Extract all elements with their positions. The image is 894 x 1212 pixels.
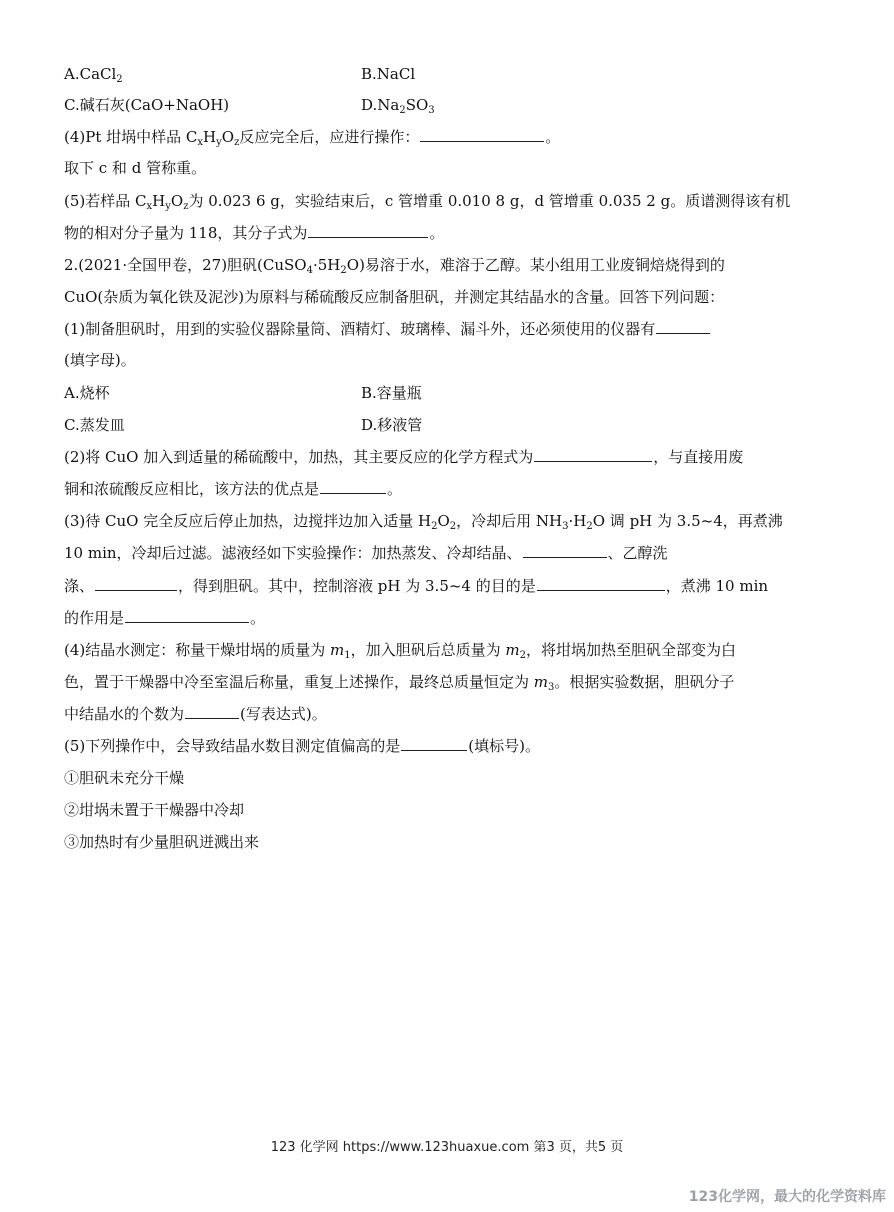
q1-part5-sub-y: y [165,201,171,212]
q2-part2-b: ，与直接用废 [653,448,744,466]
q1-part4-sub-x: x [197,137,204,148]
q2-part3-sub-h2: 2 [431,521,438,532]
answer-blank[interactable] [95,576,177,591]
q2-part3-o: O [437,512,450,530]
q1-part5-sub-x: x [146,201,153,212]
q2-part4-sub1: 1 [344,650,351,661]
q1-part5-line2-text: 物的相对分子量为 118，其分子式为 [64,224,308,242]
q2-part3-a: (3)待 CuO 完全反应后停止加热，边搅拌边加入适量 H [64,512,432,530]
q1-part4-h: H [203,128,217,146]
answer-blank[interactable] [320,479,386,494]
q2-part3-c: ·H [568,512,587,530]
option-a-sub: 2 [116,74,123,85]
q2-part3-line4-a: 的作用是 [64,609,125,627]
q2-part3-line3-a: 涤、 [64,577,95,595]
q2-option-c: C.蒸发皿 [64,416,125,434]
answer-blank[interactable] [537,576,665,591]
watermark: 123化学网，最大的化学资料库 [688,1189,886,1205]
q2-part5-item1: ①胆矾未充分干燥 [64,769,185,787]
q1-part5-rest: 为 0.023 6 g，实验结束后，c 管增重 0.010 8 g，d 管增重 0.035 2 g。质谱测得该有机 [188,192,791,210]
q2-part3-sub-n3: 3 [562,521,569,532]
q1-part4-prefix: (4)Pt 坩埚中样品 C [64,128,198,146]
q1-part4-sub-y: y [216,137,222,148]
q2-part4-m1: m [330,641,345,659]
q1-part4-o: O [221,128,235,146]
q2-part3-b: ，冷却后用 NH [456,512,563,530]
q2-part5-item2: ②坩埚未置于干燥器中冷却 [64,801,245,819]
q2-intro-line2: CuO(杂质为氧化铁及泥沙)为原料与稀硫酸反应制备胆矾，并测定其结晶水的含量。回答下列问题： [64,288,725,306]
q2-part4-line3-b: (写表达式)。 [240,705,327,723]
q1-part4-line2: 取下 c 和 d 管称重。 [64,159,207,177]
q2-part3-line4-b: 。 [250,609,266,627]
option-d-text: D.Na [361,96,400,114]
option-d-sub1: 2 [399,105,406,116]
option-c: C.碱石灰(CaO+NaOH) [64,96,230,114]
option-a [64,63,123,85]
q2-option-d: D.移液管 [361,416,423,434]
q2-part4-a: (4)结晶水测定：称量干燥坩埚的质量为 [64,641,331,659]
answer-blank[interactable] [656,319,710,334]
answer-blank[interactable] [185,704,239,719]
answer-blank[interactable] [125,608,249,623]
q2-part5 [64,735,540,757]
q1-part5-sub-z: z [183,201,189,212]
q2-part3-sub-o2: 2 [449,521,457,532]
option-d-mid: SO [405,96,429,114]
q2-part3-line4 [64,607,265,629]
q2-intro-sub4: 4 [306,265,313,276]
q1-part4 [64,126,560,148]
q1-part4-sub-z: z [234,137,240,148]
option-b: B.NaCl [361,65,416,83]
q2-part1-text: (1)制备胆矾时，用到的实验仪器除量筒、酒精灯、玻璃棒、漏斗外，还必须使用的仪器有 [64,320,656,338]
q2-part4-line2 [64,671,734,693]
q2-part5-item3: ③加热时有少量胆矾迸溅出来 [64,833,260,851]
q2-part2 [64,446,743,468]
q2-option-a: A.烧杯 [64,384,110,402]
q1-part4-suffix: 反应完全后，应进行操作： [239,128,420,146]
q2-part3 [64,510,783,532]
option-d [361,94,435,116]
q2-part4-b: ，加入胆矾后总质量为 [350,641,506,659]
q2-part2-line2-a: 铜和浓硫酸反应相比，该方法的优点是 [64,480,320,498]
q2-part4-line2-b: 。根据实验数据，胆矾分子 [554,673,735,691]
q2-part3-line3-c: ，煮沸 10 min [665,577,769,595]
q1-part5-o: O [170,192,184,210]
q2-intro-c: O)易溶于水，难溶于乙醇。某小组用工业废铜焙烧得到的 [346,256,725,274]
q2-part5-a: (5)下列操作中，会导致结晶水数目测定值偏高的是 [64,737,401,755]
q2-part4-m3: m [533,673,549,691]
q2-part4-c: ，将坩埚加热至胆矾全部变为白 [526,641,737,659]
q2-intro-a: 2.(2021·全国甲卷，27)胆矾(CuSO [64,256,307,274]
q2-intro-sub2: 2 [340,265,347,276]
q2-part4 [64,639,736,661]
answer-blank[interactable] [308,223,428,238]
q1-part5 [64,190,790,212]
q1-part5-prefix: (5)若样品 C [64,192,147,210]
answer-blank[interactable] [401,736,467,751]
q1-part4-end: 。 [545,128,561,146]
page-footer: 123 化学网 https://www.123huaxue.com 第3 页，共5 页 [270,1140,624,1155]
q2-part2-line2 [64,478,402,500]
q2-part5-b: (填标号)。 [468,737,540,755]
q2-part2-a: (2)将 CuO 加入到适量的稀硫酸中，加热，其主要反应的化学方程式为 [64,448,534,466]
q1-part5-h: H [152,192,166,210]
answer-blank[interactable] [523,543,607,558]
q1-part5-line2 [64,222,444,244]
q2-part3-line2 [64,542,668,564]
q1-part5-end: 。 [429,224,445,242]
q2-part4-sub2: 2 [519,650,527,661]
answer-blank[interactable] [420,127,544,142]
q2-part4-sub3: 3 [548,682,555,693]
q2-part2-line2-b: 。 [387,480,403,498]
q2-part3-d: O 调 pH 为 3.5~4，再煮沸 [592,512,783,530]
q2-part1 [64,318,711,340]
q2-part3-line3 [64,575,768,597]
q2-part1-line2: (填字母)。 [64,351,136,369]
option-d-sub2: 3 [428,105,435,116]
q2-part4-line3-a: 中结晶水的个数为 [64,705,185,723]
q2-intro-b: ·5H [312,256,341,274]
q2-option-b: B.容量瓶 [361,384,422,402]
q2-part4-line2-a: 色，置于干燥器中冷至室温后称量，重复上述操作，最终总质量恒定为 [64,673,534,691]
q2-part4-m2: m [505,641,520,659]
q2-part3-line3-b: ，得到胆矾。其中，控制溶液 pH 为 3.5~4 的目的是 [178,577,536,595]
q2-part3-sub-h2b: 2 [586,521,593,532]
q2-part4-line3 [64,703,327,725]
answer-blank[interactable] [534,447,652,462]
option-a-text: A.CaCl [64,65,117,83]
q2-part3-line2-a: 10 min，冷却后过滤。滤液经如下实验操作：加热蒸发、冷却结晶、 [64,544,522,562]
q2-part3-line2-b: 、乙醇洗 [607,544,668,562]
q2-intro [64,254,725,276]
